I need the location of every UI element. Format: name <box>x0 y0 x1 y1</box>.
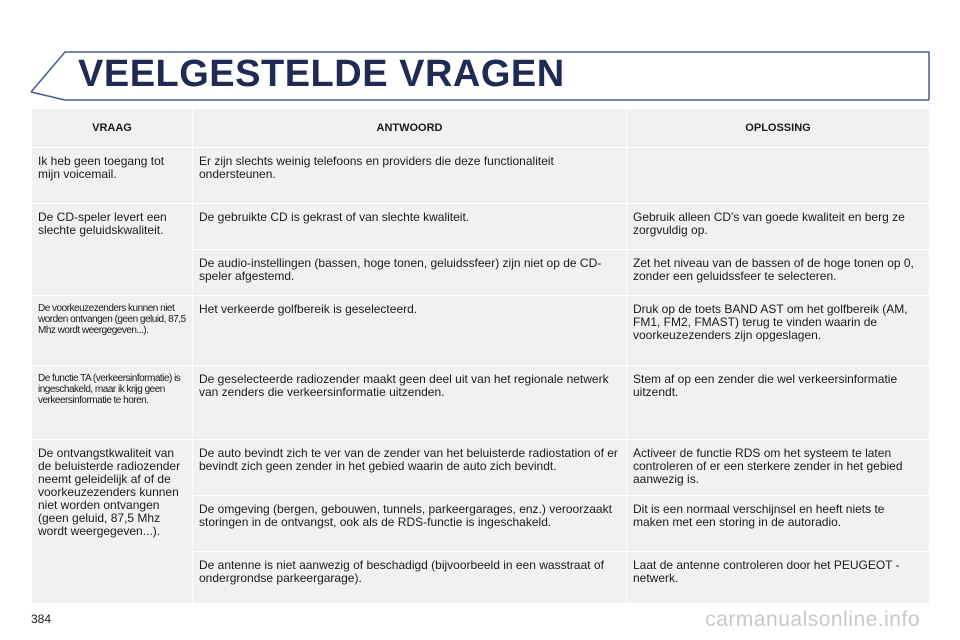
answer-cell: De auto bevindt zich te ver van de zender van het beluisterde radiostation of er bevindt zich geen zender in het gebied waarin de auto zich bevindt. <box>193 440 627 496</box>
answer-cell: De antenne is niet aanwezig of beschadigd (bijvoorbeeld in een wasstraat of ondergrondse parkeergarage). <box>193 552 627 604</box>
page-number: 384 <box>31 612 52 626</box>
table-row <box>32 440 930 496</box>
question-cell: De ontvangstkwaliteit van de beluisterde radiozender neemt geleidelijk af of de voorkeuzezenders kunnen niet worden ontvangen (geen geluid, 87,5 Mhz wordt weergegeven...). <box>32 440 193 604</box>
column-header-solution: OPLOSSING <box>627 109 930 148</box>
answer-cell: De gebruikte CD is gekrast of van slechte kwaliteit. <box>193 204 627 250</box>
solution-cell: Laat de antenne controleren door het PEUGEOT -netwerk. <box>627 552 930 604</box>
column-header-answer: ANTWOORD <box>193 109 627 148</box>
solution-cell: Stem af op een zender die wel verkeersinformatie uitzendt. <box>627 366 930 440</box>
solution-cell: Dit is een normaal verschijnsel en heeft niets te maken met een storing in de autoradio. <box>627 496 930 552</box>
question-cell: De functie TA (verkeersinformatie) is ingeschakeld, maar ik krijg geen verkeersinformatie te horen. <box>32 366 193 440</box>
faq-table <box>31 108 930 604</box>
watermark: carmanualsonline.info <box>705 608 920 631</box>
page-title: VEELGESTELDE VRAGEN <box>78 53 565 95</box>
answer-cell: Er zijn slechts weinig telefoons en providers die deze functionaliteit ondersteunen. <box>193 148 627 204</box>
table-row <box>32 296 930 366</box>
question-cell: De voorkeuzezenders kunnen niet worden ontvangen (geen geluid, 87,5 Mhz wordt weergegeven...). <box>32 296 193 366</box>
table-row <box>32 148 930 204</box>
question-cell: Ik heb geen toegang tot mijn voicemail. <box>32 148 193 204</box>
solution-cell: Activeer de functie RDS om het systeem te laten controleren of er een sterkere zender in het gebied aanwezig is. <box>627 440 930 496</box>
column-header-question: VRAAG <box>32 109 193 148</box>
solution-cell: Gebruik alleen CD's van goede kwaliteit en berg ze zorgvuldig op. <box>627 204 930 250</box>
table-row <box>32 204 930 250</box>
question-cell: De CD-speler levert een slechte geluidskwaliteit. <box>32 204 193 296</box>
answer-cell: Het verkeerde golfbereik is geselecteerd. <box>193 296 627 366</box>
table-row <box>32 366 930 440</box>
answer-cell: De audio-instellingen (bassen, hoge tonen, geluidssfeer) zijn niet op de CD-speler afgestemd. <box>193 250 627 296</box>
solution-cell <box>627 148 930 204</box>
solution-cell: Druk op de toets BAND AST om het golfbereik (AM, FM1, FM2, FMAST) terug te vinden waarin de voorkeuzezenders zijn opgeslagen. <box>627 296 930 366</box>
answer-cell: De omgeving (bergen, gebouwen, tunnels, parkeergarages, enz.) veroorzaakt storingen in de ontvangst, ook als de RDS-functie is ingeschakeld. <box>193 496 627 552</box>
answer-cell: De geselecteerde radiozender maakt geen deel uit van het regionale netwerk van zenders die verkeersinformatie uitzenden. <box>193 366 627 440</box>
table-header-row <box>32 109 930 148</box>
solution-cell: Zet het niveau van de bassen of de hoge tonen op 0, zonder een geluidssfeer te selecteren. <box>627 250 930 296</box>
